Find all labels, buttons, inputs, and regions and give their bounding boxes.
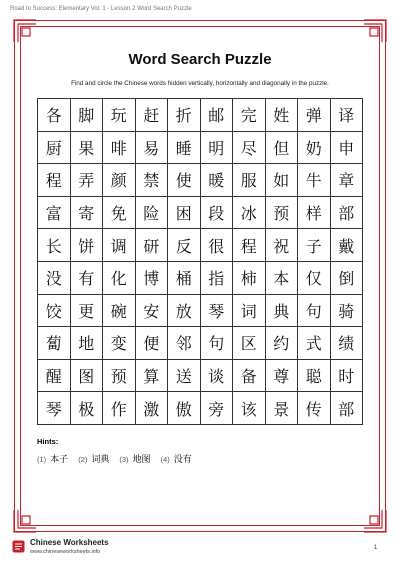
grid-cell[interactable]: 该 [233,392,266,425]
footer-brand: Chinese Worksheets [30,538,109,547]
grid-cell[interactable]: 指 [200,261,233,294]
hint-item [161,452,192,465]
grid-cell[interactable]: 句 [200,327,233,360]
grid-cell[interactable]: 柿 [233,261,266,294]
grid-cell[interactable]: 词 [233,294,266,327]
frame-corner-ornament [362,508,388,534]
grid-cell[interactable]: 安 [135,294,168,327]
grid-cell[interactable]: 牛 [298,164,331,197]
grid-cell[interactable]: 预 [103,359,136,392]
grid-row [38,196,363,229]
brand-logo-icon [12,540,25,553]
footer-url: www.chineseworksheets.info [30,549,101,555]
grid-cell[interactable]: 没 [38,261,71,294]
grid-cell[interactable]: 免 [103,196,136,229]
grid-cell[interactable]: 暖 [200,164,233,197]
hint-item [37,452,68,465]
grid-cell[interactable]: 睡 [168,131,201,164]
grid-row [38,131,363,164]
grid-cell[interactable]: 尽 [233,131,266,164]
hint-number: (4) [160,455,170,464]
grid-cell[interactable]: 各 [38,99,71,132]
grid-cell[interactable]: 化 [103,261,136,294]
instructions: Find and circle the Chinese words hidden vertically, horizontally and diagonally in the puzzle. [71,80,329,87]
grid-cell[interactable]: 邻 [168,327,201,360]
grid-cell[interactable]: 啡 [103,131,136,164]
grid-cell[interactable]: 骑 [330,294,363,327]
grid-cell[interactable]: 译 [330,99,363,132]
grid-cell[interactable]: 图 [70,359,103,392]
grid-cell[interactable]: 激 [135,392,168,425]
grid-cell[interactable]: 作 [103,392,136,425]
grid-row [38,294,363,327]
grid-cell[interactable]: 弄 [70,164,103,197]
grid-cell[interactable]: 本 [265,261,298,294]
hint-word: 本子 [50,454,69,464]
grid-cell[interactable]: 禁 [135,164,168,197]
grid-cell[interactable]: 冰 [233,196,266,229]
page-title: Word Search Puzzle [128,51,272,68]
grid-cell[interactable]: 玩 [103,99,136,132]
grid-cell[interactable]: 放 [168,294,201,327]
grid-cell[interactable]: 服 [233,164,266,197]
grid-cell[interactable]: 碗 [103,294,136,327]
grid-cell[interactable]: 祝 [265,229,298,262]
grid-cell[interactable]: 有 [70,261,103,294]
hints-title: Hints: [37,437,59,446]
grid-cell[interactable]: 赶 [135,99,168,132]
hints-list [37,452,192,465]
grid-cell[interactable]: 绩 [330,327,363,360]
grid-cell[interactable]: 算 [135,359,168,392]
grid-cell[interactable]: 弹 [298,99,331,132]
grid-cell[interactable]: 传 [298,392,331,425]
page-header: Road to Success: Elementary Vol. 1 - Lesson 2 Word Search Puzzle [10,6,192,12]
grid-cell[interactable]: 琴 [38,392,71,425]
grid-cell[interactable]: 姓 [265,99,298,132]
grid-cell[interactable]: 长 [38,229,71,262]
hint-word: 没有 [173,454,192,464]
frame-corner-ornament [12,18,38,44]
grid-cell[interactable]: 句 [298,294,331,327]
grid-cell[interactable]: 险 [135,196,168,229]
grid-cell[interactable]: 程 [233,229,266,262]
hint-number: (1) [37,455,47,464]
grid-cell[interactable]: 邮 [200,99,233,132]
grid-cell[interactable]: 桶 [168,261,201,294]
word-search-grid [37,98,363,425]
grid-cell[interactable]: 仅 [298,261,331,294]
grid-cell[interactable]: 段 [200,196,233,229]
grid-cell[interactable]: 子 [298,229,331,262]
grid-cell[interactable]: 蔔 [38,327,71,360]
grid-row [38,164,363,197]
grid-cell[interactable]: 果 [70,131,103,164]
grid-cell[interactable]: 章 [330,164,363,197]
grid-cell[interactable]: 折 [168,99,201,132]
frame-corner-ornament [12,508,38,534]
grid-cell[interactable]: 程 [38,164,71,197]
hint-word: 词典 [91,454,110,464]
grid-cell[interactable]: 便 [135,327,168,360]
grid-cell[interactable]: 易 [135,131,168,164]
grid-cell[interactable]: 典 [265,294,298,327]
grid-cell[interactable]: 时 [330,359,363,392]
grid-cell[interactable]: 富 [38,196,71,229]
grid-cell[interactable]: 傲 [168,392,201,425]
grid-cell[interactable]: 脚 [70,99,103,132]
grid-cell[interactable]: 极 [70,392,103,425]
grid-row [38,327,363,360]
grid-cell[interactable]: 厨 [38,131,71,164]
grid-cell[interactable]: 完 [233,99,266,132]
grid-cell[interactable]: 更 [70,294,103,327]
grid-row [38,99,363,132]
grid-cell[interactable]: 如 [265,164,298,197]
grid-cell[interactable]: 变 [103,327,136,360]
grid-cell[interactable]: 明 [200,131,233,164]
grid-cell[interactable]: 饺 [38,294,71,327]
frame-corner-ornament [362,18,388,44]
page-number: 1 [374,545,378,551]
grid-cell[interactable]: 研 [135,229,168,262]
grid-cell[interactable]: 但 [265,131,298,164]
hint-item [78,452,109,465]
grid-row [38,392,363,425]
grid-cell[interactable]: 反 [168,229,201,262]
hint-number: (2) [78,455,88,464]
grid-cell[interactable]: 调 [103,229,136,262]
grid-cell[interactable]: 很 [200,229,233,262]
grid-cell[interactable]: 区 [233,327,266,360]
grid-row [38,229,363,262]
grid-cell[interactable]: 使 [168,164,201,197]
grid-cell[interactable]: 部 [330,196,363,229]
grid-cell[interactable]: 颜 [103,164,136,197]
grid-cell[interactable]: 地 [70,327,103,360]
grid-cell[interactable]: 琴 [200,294,233,327]
grid-cell[interactable]: 样 [298,196,331,229]
grid-cell[interactable]: 博 [135,261,168,294]
grid-cell[interactable]: 申 [330,131,363,164]
grid-cell[interactable]: 预 [265,196,298,229]
grid-cell[interactable]: 饼 [70,229,103,262]
grid-cell[interactable]: 部 [330,392,363,425]
grid-row [38,261,363,294]
grid-cell[interactable]: 尊 [265,359,298,392]
grid-cell[interactable]: 约 [265,327,298,360]
hint-word: 地图 [132,454,151,464]
grid-cell[interactable]: 戴 [330,229,363,262]
grid-cell[interactable]: 景 [265,392,298,425]
grid-cell[interactable]: 谈 [200,359,233,392]
grid-cell[interactable]: 困 [168,196,201,229]
grid-cell[interactable]: 旁 [200,392,233,425]
grid-cell[interactable]: 式 [298,327,331,360]
grid-row [38,359,363,392]
grid-cell[interactable]: 备 [233,359,266,392]
grid-cell[interactable]: 奶 [298,131,331,164]
grid-cell[interactable]: 聪 [298,359,331,392]
grid-cell[interactable]: 醒 [38,359,71,392]
hint-number: (3) [119,455,129,464]
grid-cell[interactable]: 送 [168,359,201,392]
hint-item [119,452,150,465]
grid-cell[interactable]: 倒 [330,261,363,294]
grid-cell[interactable]: 寄 [70,196,103,229]
